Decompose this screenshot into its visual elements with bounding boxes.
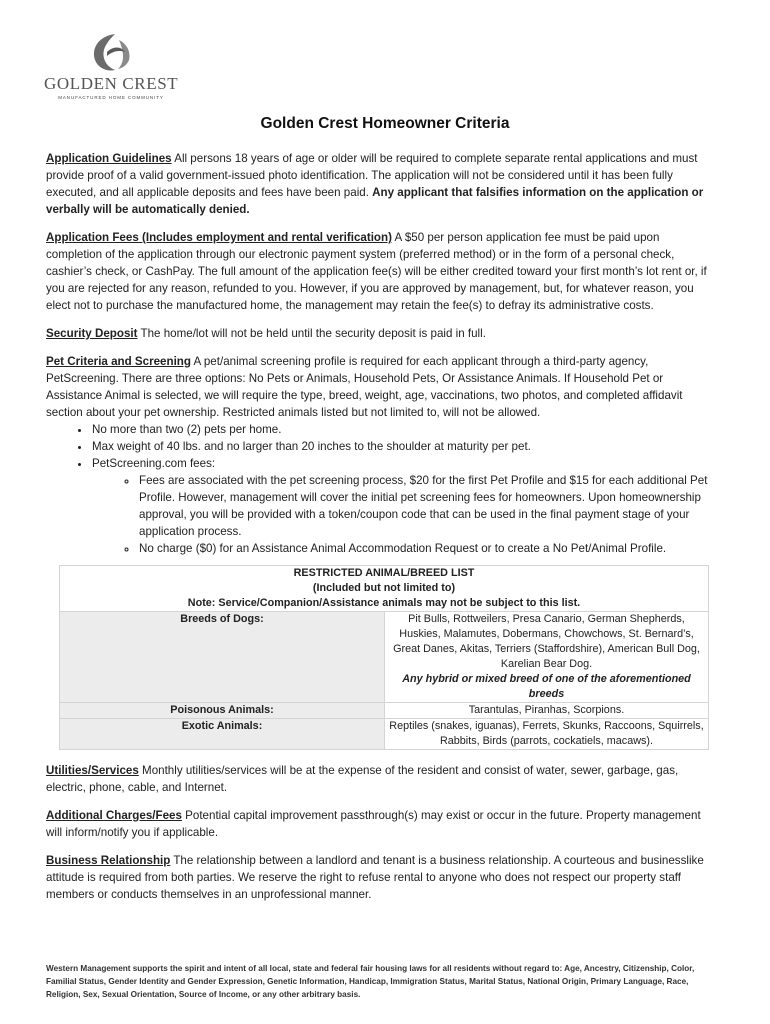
row-value: Reptiles (snakes, iguanas), Ferrets, Skunks, Raccoons, Squirrels, Rabbits, Birds (parrots, cockatiels, macaws). (385, 719, 709, 750)
section-text: The relationship between a landlord and tenant is a business relationship. A courteous and businesslike attitude is required from both parties. We reserve the right to refuse rental to anyone who does not respect our property staff members or conducts themselves in an unprofessional manner. (46, 854, 704, 901)
row-label: Breeds of Dogs: (60, 612, 385, 703)
table-row (60, 719, 709, 750)
section-additional-charges (46, 807, 718, 841)
document-title: Golden Crest Homeowner Criteria (260, 115, 510, 132)
row-label: Poisonous Animals: (60, 703, 385, 719)
golden-crest-logo (44, 32, 178, 100)
brand-name: GOLDEN CREST (44, 74, 179, 93)
table-note: Note: Service/Companion/Assistance animals may not be subject to this list. (187, 597, 581, 609)
table-header (60, 566, 709, 612)
list-item: • Max weight of 40 lbs. and no larger than 20 inches to the shoulder at maturity per pet. (91, 438, 718, 455)
list-item (91, 455, 718, 557)
row-value-emphasis: Any hybrid or mixed breed of one of the aforementioned breeds (402, 673, 691, 700)
list-item: ◦ Fees are associated with the pet screening process, $20 for the first Pet Profile and $15 for each additional Pet Profile. However, management will cover the initial pet screening fees for homeowners. Upon homeownership approval, you will be provided with a token/coupon code that can be used in the final payment stage of your application process. (138, 472, 718, 540)
section-heading: Utilities/Services (46, 764, 139, 777)
section-business-relationship (46, 852, 718, 903)
section-text: Monthly utilities/services will be at the expense of the resident and consist of water, sewer, garbage, gas, electric, phone, cable, and Internet. (46, 764, 679, 794)
list-item: ◦ No charge ($0) for an Assistance Animal Accommodation Request or to create a No Pet/Animal Profile. (138, 540, 718, 557)
section-application-guidelines (46, 150, 718, 218)
row-label: Exotic Animals: (60, 719, 385, 750)
section-heading: Application Guidelines (46, 152, 172, 165)
fair-housing-footer: Western Management supports the spirit and intent of all local, state and federal fair housing laws for all residents without regard to: Age, Ancestry, Citizenship, Color, Familial Status, Gender Identity and Gender Expression, Genetic Information, Handicap, Immigration Status, Marital Status, National Origin, Primary Language, Race, Religion, Sex, Sexual Orientation, Source of Income, or any other arbitrary basis. (46, 964, 695, 999)
list-item: • No more than two (2) pets per home. (91, 421, 718, 438)
pet-fees-sublist (92, 472, 718, 557)
row-value-text: Pit Bulls, Rottweilers, Presa Canario, German Shepherds, Huskies, Malamutes, Dobermans, Chowchows, St. Bernard’s, Great Danes, Akitas, Terriers (Staffordshire), American Bull Dog, Karelian Bear Dog. (393, 613, 700, 670)
pet-rules-list (46, 421, 718, 557)
section-text: All persons 18 years of age or older will be required to complete separate rental applications and must provide proof of a valid government-issued photo identification. The application will not be considered until it has been fully executed, and all applicable deposits and fees have been paid. (46, 152, 698, 199)
section-utilities (46, 762, 718, 796)
table-subtitle: (Included but not limited to) (312, 582, 456, 594)
row-value: Tarantulas, Piranhas, Scorpions. (385, 703, 709, 719)
section-text: A pet/animal screening profile is required for each applicant through a third-party agency, PetScreening. There are three options: No Pets or Animals, Household Pets, Or Assistance Animals. If Household Pet or Assistance Animal is selected, we will require the type, breed, weight, age, vaccinations, two photos, and completed affidavit section about your pet ownership. Restricted animals listed but not limited to, will not be allowed. (46, 355, 683, 419)
section-heading: Application Fees (Includes employment and rental verification) (46, 231, 392, 244)
row-value (385, 612, 709, 703)
section-text: The home/lot will not be held until the security deposit is paid in full. (137, 327, 486, 340)
section-security-deposit (46, 325, 718, 342)
section-heading: Pet Criteria and Screening (46, 355, 191, 368)
document-body (46, 150, 718, 914)
section-text: A $50 per person application fee must be paid upon completion of the application through our electronic payment system (preferred method) or in the form of a personal check, cashier’s check, or CashPay. The full amount of the application fee(s) will be either credited toward your first month’s lot rent or, if you are rejected for any reason, refunded to you. However, if you are approved by management, but, for whatever reason, you elect not to purchase the manufactured home, the management may retain the fee(s) to defray its administrative costs. (46, 231, 707, 312)
restricted-animal-table (59, 565, 709, 750)
section-application-fees (46, 229, 718, 314)
table-title: RESTRICTED ANIMAL/BREED LIST (293, 567, 475, 579)
section-heading: Additional Charges/Fees (46, 809, 182, 822)
crest-emblem-icon (85, 32, 137, 72)
table-row (60, 612, 709, 703)
section-bold-text: Any applicant that falsifies information on the application or verbally will be automatically denied. (46, 186, 704, 216)
table-row (60, 703, 709, 719)
section-heading: Security Deposit (46, 327, 138, 340)
section-pet-criteria (46, 353, 718, 557)
section-heading: Business Relationship (46, 854, 171, 867)
section-text: Potential capital improvement passthrough(s) may exist or occur in the future. Property management will inform/notify you if applicable. (46, 809, 701, 839)
brand-tagline: MANUFACTURED HOME COMMUNITY (58, 95, 164, 100)
list-item-text: PetScreening.com fees: (92, 457, 216, 470)
